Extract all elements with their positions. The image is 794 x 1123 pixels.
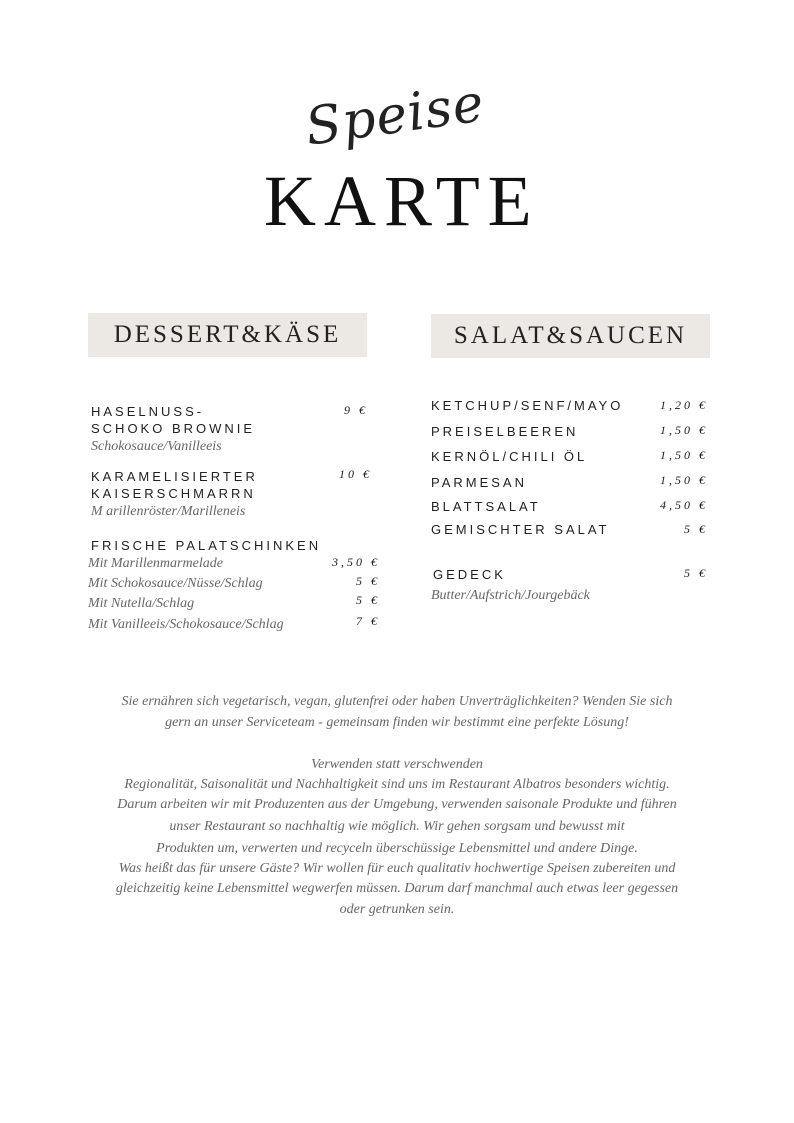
variant-price: 7 € [356,614,380,628]
item-description: Schokosauce/Vanilleeis [91,439,222,454]
script-title: Speise [301,73,489,158]
variant-price: 5 € [356,593,380,607]
variant-description: Mit Schokosauce/Nüsse/Schlag [88,576,263,591]
item-price: 10 € [339,467,372,481]
item-description: M arillenröster/Marilleneis [91,504,246,519]
variant-price: 5 € [356,574,380,588]
item-price: 1,50 € [660,423,708,437]
item-price: 5 € [684,522,708,536]
variant-description: Mit Nutella/Schlag [88,596,195,611]
info-text: Sie ernähren sich vegetarisch, vegan, glutenfrei oder haben Unverträglichkeiten? Wenden Sie sich [121,694,673,709]
info-text: oder getrunken sein. [339,902,455,917]
info-heading: Verwenden statt verschwenden [311,757,483,772]
main-title: KARTE [264,161,540,241]
info-text: unser Restaurant so nachhaltig wie möglich. Wir gehen sorgsam und bewusst mit [169,819,625,834]
info-text: Darum arbeiten wir mit Produzenten aus der Umgebung, verwenden saisonale Produkte und führen [117,797,677,812]
item-price: 9 € [344,403,368,417]
item-name: HASELNUSS- [91,404,205,419]
item-name: KERNÖL/CHILI ÖL [431,449,588,464]
item-name: SCHOKO BROWNIE [91,421,256,436]
salat-category-title: SALAT&SAUCEN [453,322,688,349]
info-text: gleichzeitig keine Lebensmittel wegwerfen müssen. Darum darf manchmal auch etwas leer gegessen [115,881,679,896]
item-name: BLATTSALAT [431,499,541,514]
item-name: FRISCHE PALATSCHINKEN [91,538,322,553]
item-name: KETCHUP/SENF/MAYO [431,398,624,413]
item-name: PARMESAN [431,475,527,490]
dessert-category-box [88,313,367,357]
item-name: KARAMELISIERTER [91,469,258,484]
item-price: 1,50 € [660,448,708,462]
item-price: 5 € [684,566,708,580]
info-text: Was heißt das für unsere Gäste? Wir wollen für euch qualitativ hochwertige Speisen zubereiten und [118,861,676,876]
item-price: 4,50 € [660,498,708,512]
variant-description: Mit Vanilleeis/Schokosauce/Schlag [88,617,284,632]
salat-category-box [431,314,710,358]
item-name: GEDECK [433,567,506,582]
variant-description: Mit Marillenmarmelade [88,556,223,571]
variant-price: 3,50 € [332,555,380,569]
item-name: GEMISCHTER SALAT [431,522,610,537]
item-name: KAISERSCHMARRN [91,486,256,501]
item-description: Butter/Aufstrich/Jourgebäck [431,588,590,603]
info-text: Regionalität, Saisonalität und Nachhaltigkeit sind uns im Restaurant Albatros besonders wichtig. [124,777,670,792]
item-price: 1,20 € [660,398,708,412]
item-price: 1,50 € [660,473,708,487]
dessert-category-title: DESSERT&KÄSE [113,321,342,348]
info-text: gern an unser Serviceteam - gemeinsam finden wir bestimmt eine perfekte Lösung! [165,715,629,730]
info-text: Produkten um, verwerten und recyceln überschüssige Lebensmittel und andere Dinge. [156,841,638,856]
item-name: PREISELBEEREN [431,424,579,439]
